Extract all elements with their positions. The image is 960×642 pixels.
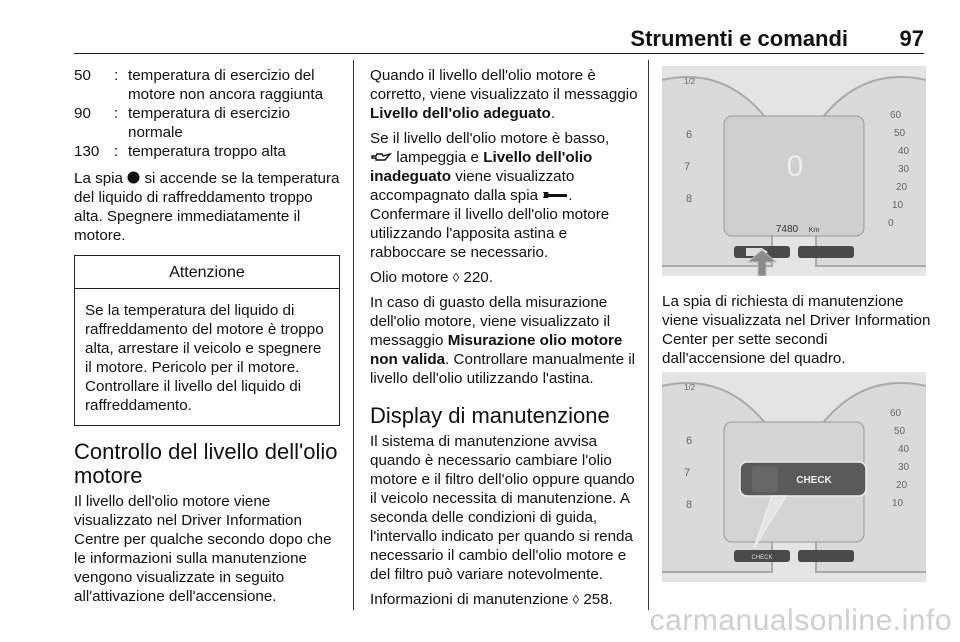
speed-readout: 0 — [786, 150, 804, 183]
reference-arrow-icon: ◊ — [572, 592, 580, 607]
coolant-text-after: si accende se la temperatura del liquido di raffreddamento troppo alta. Spegnere immediatamente il motore. — [74, 170, 340, 244]
watermark: carmanualsonline.info — [649, 604, 952, 637]
speed-tick-label: 50 — [894, 128, 906, 139]
page-header — [0, 0, 960, 53]
column-divider-2 — [648, 60, 649, 610]
table-row — [74, 104, 340, 142]
speed-tick-label: 0 — [888, 218, 894, 229]
indicator-bar — [798, 550, 854, 562]
temp-value: 90 — [74, 105, 91, 122]
speed-tick-label: 30 — [898, 164, 910, 175]
page-number: 97 — [899, 26, 924, 51]
oil-correct-paragraph: Quando il livello dell'olio motore è corretto, viene visualizzato il messaggio Livello dell'olio adeguato. — [370, 67, 638, 122]
check-message-icon — [752, 466, 778, 492]
speed-tick-label: 50 — [894, 426, 906, 437]
rpm-tick-label: 1/2 — [684, 77, 696, 86]
warning-title: Attenzione — [75, 256, 339, 289]
temp-value: 130 — [74, 143, 100, 160]
speed-tick-label: 20 — [896, 480, 908, 491]
oil-section-heading: Controllo del livello dell'olio motore — [74, 439, 338, 488]
speed-tick-label: 60 — [890, 110, 902, 121]
oil-intro-paragraph: Il livello dell'olio motore viene visualizzato nel Driver Information Centre per qualche secondo dopo che le informazioni sulla manutenzione vengono visualizzate in seguito all'attivazione dell'accensione. — [74, 493, 332, 605]
cluster-figure-oil — [662, 66, 926, 276]
speed-tick-label: 40 — [898, 444, 910, 455]
temp-separator: : — [114, 67, 119, 84]
oil-low-mid-text: lampeggia e — [396, 149, 479, 166]
rpm-tick-label: 1/2 — [684, 383, 696, 392]
odometer-readout: 7480 — [775, 224, 799, 235]
temp-description: temperatura di esercizio normale — [128, 105, 291, 141]
speed-tick-label: 10 — [892, 498, 904, 509]
rpm-tick-label: 6 — [686, 129, 693, 141]
warning-box — [74, 255, 340, 426]
rpm-tick-label: 6 — [686, 435, 693, 447]
column-divider-1 — [353, 60, 354, 610]
service-reference-label: Informazioni di manutenzione — [370, 591, 569, 608]
temp-value: 50 — [74, 67, 91, 84]
temp-description: temperatura troppo alta — [128, 143, 286, 160]
speed-tick-label: 40 — [898, 146, 910, 157]
temp-description: temperatura di esercizio del motore non ancora raggiunta — [128, 67, 324, 103]
coolant-paragraph — [74, 169, 340, 245]
rpm-tick-label: 8 — [686, 499, 693, 511]
cluster-figure-service — [662, 372, 926, 582]
column-left — [74, 66, 340, 612]
temp-separator: : — [114, 105, 119, 122]
service-reference-page[interactable]: 258 — [583, 591, 609, 608]
odometer-unit: Km — [808, 227, 820, 234]
oil-reference-page[interactable]: 220 — [463, 269, 489, 286]
oil-can-icon — [370, 151, 392, 163]
speed-tick-label: 10 — [892, 200, 904, 211]
check-indicator-label: CHECK — [751, 555, 773, 561]
speed-tick-label: 20 — [896, 182, 908, 193]
service-reference: Informazioni di manutenzione ◊ 258. — [370, 591, 613, 608]
temperature-table — [74, 66, 340, 161]
oil-fault-message: Misurazione olio motore non valida — [370, 332, 623, 368]
oil-correct-text: Quando il livello dell'olio motore è corretto, viene visualizzato il messaggio — [370, 67, 638, 103]
section-title: Strumenti e comandi — [630, 26, 848, 51]
rpm-tick-label: 8 — [686, 193, 693, 205]
speed-tick-label: 60 — [890, 408, 902, 419]
oil-low-after-text: viene visualizzato accompagnato dalla spia — [370, 168, 575, 204]
rpm-tick-label: 7 — [684, 467, 691, 479]
figure-caption: La spia di richiesta di manutenzione viene visualizzata nel Driver Information Center per sette secondi dall'accensione del quadro. — [662, 293, 931, 367]
table-row — [74, 142, 340, 161]
filled-circle-icon — [127, 171, 140, 184]
oil-reference-label: Olio motore — [370, 269, 449, 286]
oil-fault-after-text: . Controllare manualmente il livello dell'olio utilizzando l'astina. — [370, 351, 636, 387]
column-middle — [370, 66, 638, 615]
oil-low-text: Se il livello dell'olio motore è basso, — [370, 130, 610, 147]
table-row — [74, 66, 340, 104]
cluster-illustration — [662, 66, 926, 276]
service-section-heading: Display di manutenzione — [370, 403, 610, 428]
oil-correct-message: Livello dell'olio adeguato — [370, 105, 551, 122]
oil-low-after-text-2: . Confermare il livello dell'olio motore utilizzando l'apposita astina e rabboccare se necessario. — [370, 187, 610, 261]
rpm-tick-label: 7 — [684, 161, 691, 173]
indicator-bar — [798, 246, 854, 258]
reference-arrow-icon: ◊ — [452, 270, 460, 285]
coolant-text-before: La spia — [74, 170, 123, 187]
speed-tick-label: 30 — [898, 462, 910, 473]
oil-fault-paragraph — [370, 293, 638, 388]
oil-low-paragraph — [370, 129, 638, 262]
wrench-icon — [542, 189, 568, 201]
service-paragraph: Il sistema di manutenzione avvisa quando è necessario cambiare l'olio motore e il filtro dell'olio oppure quando il veicolo necessita di manutenzione. A seconda delle condizioni di guida, l'intervallo indicato per quando si renda necessario il cambio dell'olio motore e del filtro può variare notevolmente. — [370, 433, 635, 583]
warning-body: Se la temperatura del liquido di raffreddamento del motore è troppo alta, arrestare il veicolo e spegnere il motore. Pericolo per il motore. Controllare il livello del liquido di raffreddamento. — [85, 302, 324, 414]
header-divider — [74, 53, 924, 54]
oil-fault-text: In caso di guasto della misurazione dell'olio motore, viene visualizzato il messaggio — [370, 294, 611, 349]
cluster-illustration — [662, 372, 926, 582]
oil-low-message: Livello dell'olio inadeguato — [370, 149, 593, 185]
temp-separator: : — [114, 143, 119, 160]
oil-reference: Olio motore ◊ 220. — [370, 269, 493, 286]
check-message-label: CHECK — [796, 475, 832, 486]
